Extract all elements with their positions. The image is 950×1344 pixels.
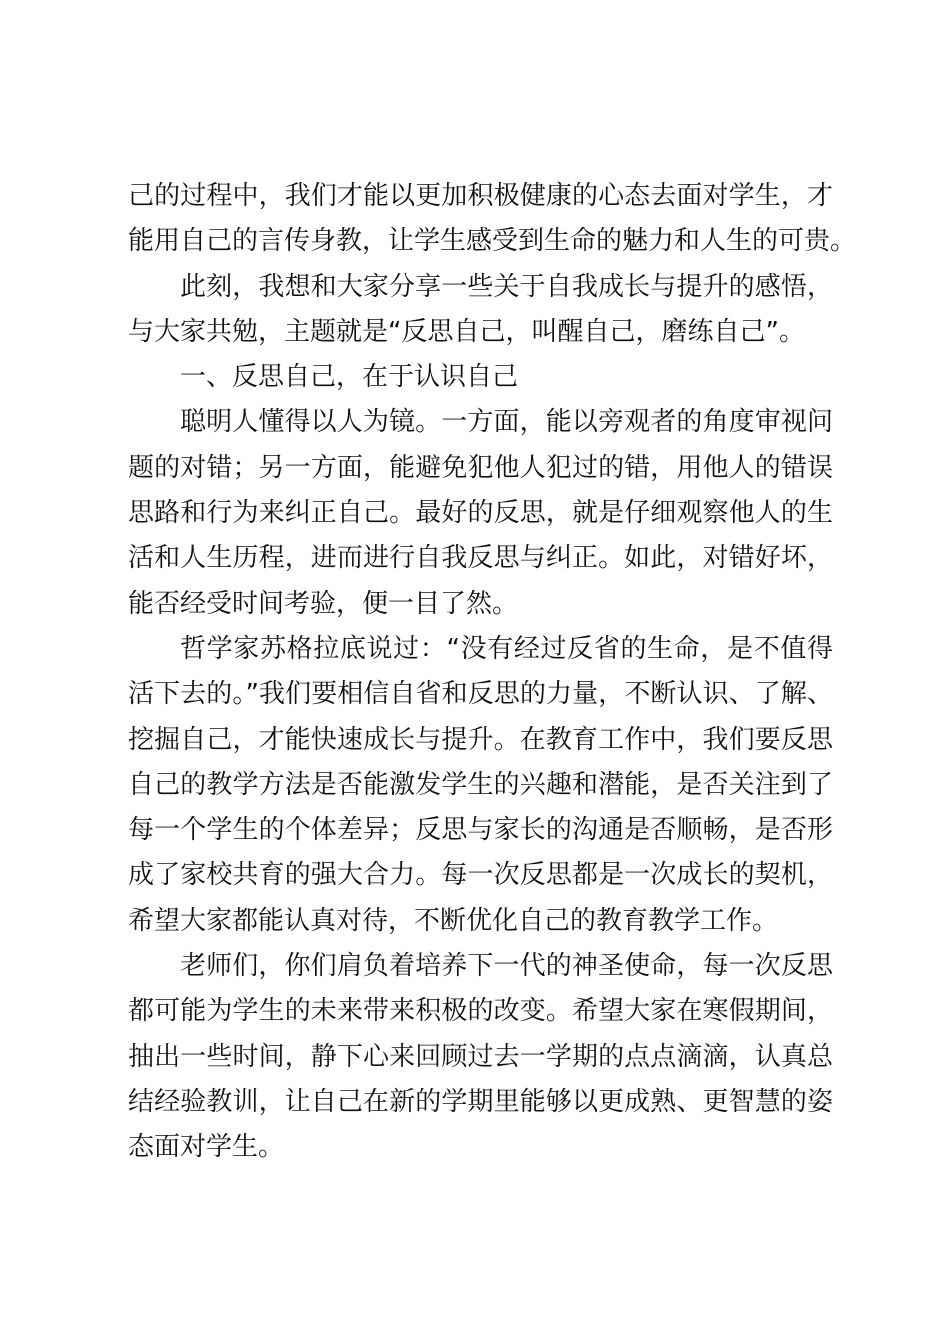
text-line: 都可能为学生的未来带来积极的改变。希望大家在寒假期间， <box>128 996 833 1027</box>
text-line: 希望大家都能认真对待，不断优化自己的教育教学工作。 <box>128 905 779 936</box>
text-line: 能用自己的言传身教，让学生感受到生命的魅力和人生的可贵。 <box>128 226 857 257</box>
text-line: 己的过程中，我们才能以更加积极健康的心态去面对学生，才 <box>128 181 833 211</box>
text-line: 挖掘自己，才能快速成长与提升。在教育工作中，我们要反思 <box>128 724 833 755</box>
paragraph-share-theme <box>128 265 833 356</box>
text-line: 能否经受时间考验，便一目了然。 <box>128 588 519 619</box>
text-line: 思路和行为来纠正自己。最好的反思，就是仔细观察他人的生 <box>128 498 833 529</box>
paragraph-teachers <box>128 944 833 1170</box>
section-heading-text: 一、反思自己，在于认识自己 <box>180 362 519 393</box>
text-line: 活和人生历程，进而进行自我反思与纠正。如此，对错好坏， <box>128 543 833 574</box>
text-line: 哲学家苏格拉底说过：“没有经过反省的生命，是不值得 <box>180 633 833 664</box>
text-line: 活下去的。”我们要相信自省和反思的力量，不断认识、了解、 <box>128 679 833 710</box>
text-line: 成了家校共育的强大合力。每一次反思都是一次成长的契机， <box>128 860 833 891</box>
text-line: 聪明人懂得以人为镜。一方面，能以旁观者的角度审视问 <box>180 407 833 438</box>
text-line: 每一个学生的个体差异；反思与家长的沟通是否顺畅，是否形 <box>128 815 833 846</box>
paragraph-continuation <box>128 174 857 265</box>
paragraph-mirror <box>128 400 833 626</box>
text-line: 与大家共勉，主题就是“反思自己，叫醒自己，磨练自己”。 <box>128 316 805 347</box>
text-line: 结经验教训，让自己在新的学期里能够以更成熟、更智慧的姿 <box>128 1086 833 1117</box>
section-heading <box>128 355 833 400</box>
text-line: 态面对学生。 <box>128 1132 285 1163</box>
text-line: 抽出一些时间，静下心来回顾过去一学期的点点滴滴，认真总 <box>128 1041 833 1072</box>
text-line: 自己的教学方法是否能激发学生的兴趣和潜能，是否关注到了 <box>128 769 833 800</box>
text-line: 老师们，你们肩负着培养下一代的神圣使命，每一次反思 <box>180 951 833 982</box>
text-line: 题的对错；另一方面，能避免犯他人犯过的错，用他人的错误 <box>128 452 833 483</box>
document-body <box>128 174 857 1171</box>
paragraph-socrates <box>128 627 833 944</box>
text-line: 此刻，我想和大家分享一些关于自我成长与提升的感悟， <box>180 271 833 302</box>
